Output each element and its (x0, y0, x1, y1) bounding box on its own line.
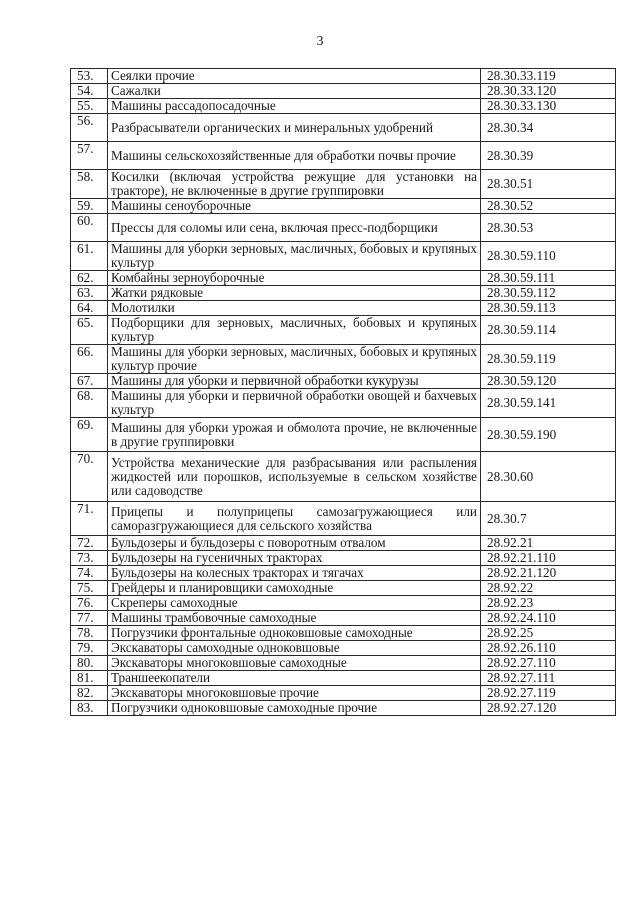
item-name: Сажалки (108, 84, 481, 99)
table-row (71, 581, 616, 596)
item-name: Сеялки прочие (108, 69, 481, 84)
item-code: 28.92.27.119 (481, 686, 616, 701)
item-name: Бульдозеры и бульдозеры с поворотным отвалом (108, 536, 481, 551)
row-number: 66. (71, 345, 108, 374)
row-number: 62. (71, 271, 108, 286)
item-code: 28.30.59.190 (481, 418, 616, 452)
item-name: Экскаваторы многоковшовые самоходные (108, 656, 481, 671)
row-number: 76. (71, 596, 108, 611)
table-row (71, 271, 616, 286)
item-code: 28.30.59.114 (481, 316, 616, 345)
row-number: 68. (71, 389, 108, 418)
item-code: 28.30.60 (481, 452, 616, 502)
item-code: 28.30.34 (481, 114, 616, 142)
table-row (71, 701, 616, 716)
row-number: 71. (71, 502, 108, 536)
item-name: Скреперы самоходные (108, 596, 481, 611)
item-name: Бульдозеры на гусеничных тракторах (108, 551, 481, 566)
table-row (71, 316, 616, 345)
row-number: 69. (71, 418, 108, 452)
table-row (71, 626, 616, 641)
table-row (71, 242, 616, 271)
row-number: 74. (71, 566, 108, 581)
table-row (71, 286, 616, 301)
item-code: 28.92.27.111 (481, 671, 616, 686)
item-name: Прицепы и полуприцепы самозагружающиеся или саморазгружающиеся для сельского хозяйства (108, 502, 481, 536)
row-number: 54. (71, 84, 108, 99)
item-name: Машины для уборки урожая и обмолота прочие, не включенные в другие группировки (108, 418, 481, 452)
table-row (71, 418, 616, 452)
table-row (71, 69, 616, 84)
row-number: 78. (71, 626, 108, 641)
table-row (71, 566, 616, 581)
item-name: Косилки (включая устройства режущие для установки на тракторе), не включенные в другие группировки (108, 170, 481, 199)
row-number: 77. (71, 611, 108, 626)
row-number: 82. (71, 686, 108, 701)
item-name: Разбрасыватели органических и минеральных удобрений (108, 114, 481, 142)
item-code: 28.92.27.110 (481, 656, 616, 671)
row-number: 58. (71, 170, 108, 199)
item-code: 28.30.39 (481, 142, 616, 170)
row-number: 55. (71, 99, 108, 114)
row-number: 63. (71, 286, 108, 301)
row-number: 72. (71, 536, 108, 551)
row-number: 64. (71, 301, 108, 316)
row-number: 81. (71, 671, 108, 686)
item-name: Машины для уборки зерновых, масличных, бобовых и крупяных культур (108, 242, 481, 271)
item-code: 28.30.33.120 (481, 84, 616, 99)
table-row (71, 99, 616, 114)
item-code: 28.92.21.110 (481, 551, 616, 566)
item-name: Машины трамбовочные самоходные (108, 611, 481, 626)
row-number: 75. (71, 581, 108, 596)
row-number: 70. (71, 452, 108, 502)
row-number: 56. (71, 114, 108, 142)
item-code: 28.30.59.110 (481, 242, 616, 271)
table-row (71, 641, 616, 656)
item-name: Экскаваторы самоходные одноковшовые (108, 641, 481, 656)
item-code: 28.30.7 (481, 502, 616, 536)
item-code: 28.30.59.141 (481, 389, 616, 418)
item-name: Машины для уборки и первичной обработки овощей и бахчевых культур (108, 389, 481, 418)
row-number: 57. (71, 142, 108, 170)
row-number: 53. (71, 69, 108, 84)
item-code: 28.30.59.111 (481, 271, 616, 286)
item-code: 28.30.59.120 (481, 374, 616, 389)
item-name: Комбайны зерноуборочные (108, 271, 481, 286)
table-row (71, 389, 616, 418)
item-code: 28.92.22 (481, 581, 616, 596)
item-code: 28.92.21 (481, 536, 616, 551)
item-name: Машины сельскохозяйственные для обработки почвы прочие (108, 142, 481, 170)
item-name: Машины сеноуборочные (108, 199, 481, 214)
item-name: Погрузчики фронтальные одноковшовые самоходные (108, 626, 481, 641)
table-row (71, 596, 616, 611)
table-row (71, 84, 616, 99)
table-row (71, 502, 616, 536)
table-row (71, 686, 616, 701)
row-number: 67. (71, 374, 108, 389)
table-row (71, 214, 616, 242)
item-name: Экскаваторы многоковшовые прочие (108, 686, 481, 701)
table-row (71, 301, 616, 316)
table-body (71, 69, 616, 716)
item-code: 28.30.33.119 (481, 69, 616, 84)
table-row (71, 536, 616, 551)
row-number: 80. (71, 656, 108, 671)
item-name: Бульдозеры на колесных тракторах и тягачах (108, 566, 481, 581)
item-code: 28.92.25 (481, 626, 616, 641)
item-name: Траншеекопатели (108, 671, 481, 686)
item-code: 28.30.52 (481, 199, 616, 214)
item-code: 28.30.59.113 (481, 301, 616, 316)
table-row (71, 452, 616, 502)
item-name: Устройства механические для разбрасывания или распыления жидкостей или порошков, используемые в сельском хозяйстве или садоводстве (108, 452, 481, 502)
table-row (71, 374, 616, 389)
item-code: 28.30.33.130 (481, 99, 616, 114)
item-code: 28.30.53 (481, 214, 616, 242)
table-row (71, 611, 616, 626)
row-number: 79. (71, 641, 108, 656)
item-code: 28.92.26.110 (481, 641, 616, 656)
row-number: 73. (71, 551, 108, 566)
item-name: Машины рассадопосадочные (108, 99, 481, 114)
item-name: Подборщики для зерновых, масличных, бобовых и крупяных культур (108, 316, 481, 345)
page-number: 3 (316, 34, 324, 49)
table-row (71, 656, 616, 671)
row-number: 65. (71, 316, 108, 345)
table-row (71, 170, 616, 199)
item-code: 28.30.59.119 (481, 345, 616, 374)
table-row (71, 345, 616, 374)
classification-table (70, 68, 616, 716)
item-code: 28.92.27.120 (481, 701, 616, 716)
table-row (71, 142, 616, 170)
item-code: 28.30.59.112 (481, 286, 616, 301)
row-number: 60. (71, 214, 108, 242)
item-code: 28.30.51 (481, 170, 616, 199)
item-code: 28.92.21.120 (481, 566, 616, 581)
item-name: Машины для уборки и первичной обработки кукурузы (108, 374, 481, 389)
row-number: 59. (71, 199, 108, 214)
row-number: 61. (71, 242, 108, 271)
item-name: Жатки рядковые (108, 286, 481, 301)
item-code: 28.92.23 (481, 596, 616, 611)
item-name: Машины для уборки зерновых, масличных, бобовых и крупяных культур прочие (108, 345, 481, 374)
row-number: 83. (71, 701, 108, 716)
table-row (71, 114, 616, 142)
item-name: Прессы для соломы или сена, включая пресс-подборщики (108, 214, 481, 242)
table-row (71, 199, 616, 214)
item-name: Погрузчики одноковшовые самоходные прочие (108, 701, 481, 716)
table-row (71, 671, 616, 686)
table-row (71, 551, 616, 566)
item-name: Молотилки (108, 301, 481, 316)
item-name: Грейдеры и планировщики самоходные (108, 581, 481, 596)
item-code: 28.92.24.110 (481, 611, 616, 626)
